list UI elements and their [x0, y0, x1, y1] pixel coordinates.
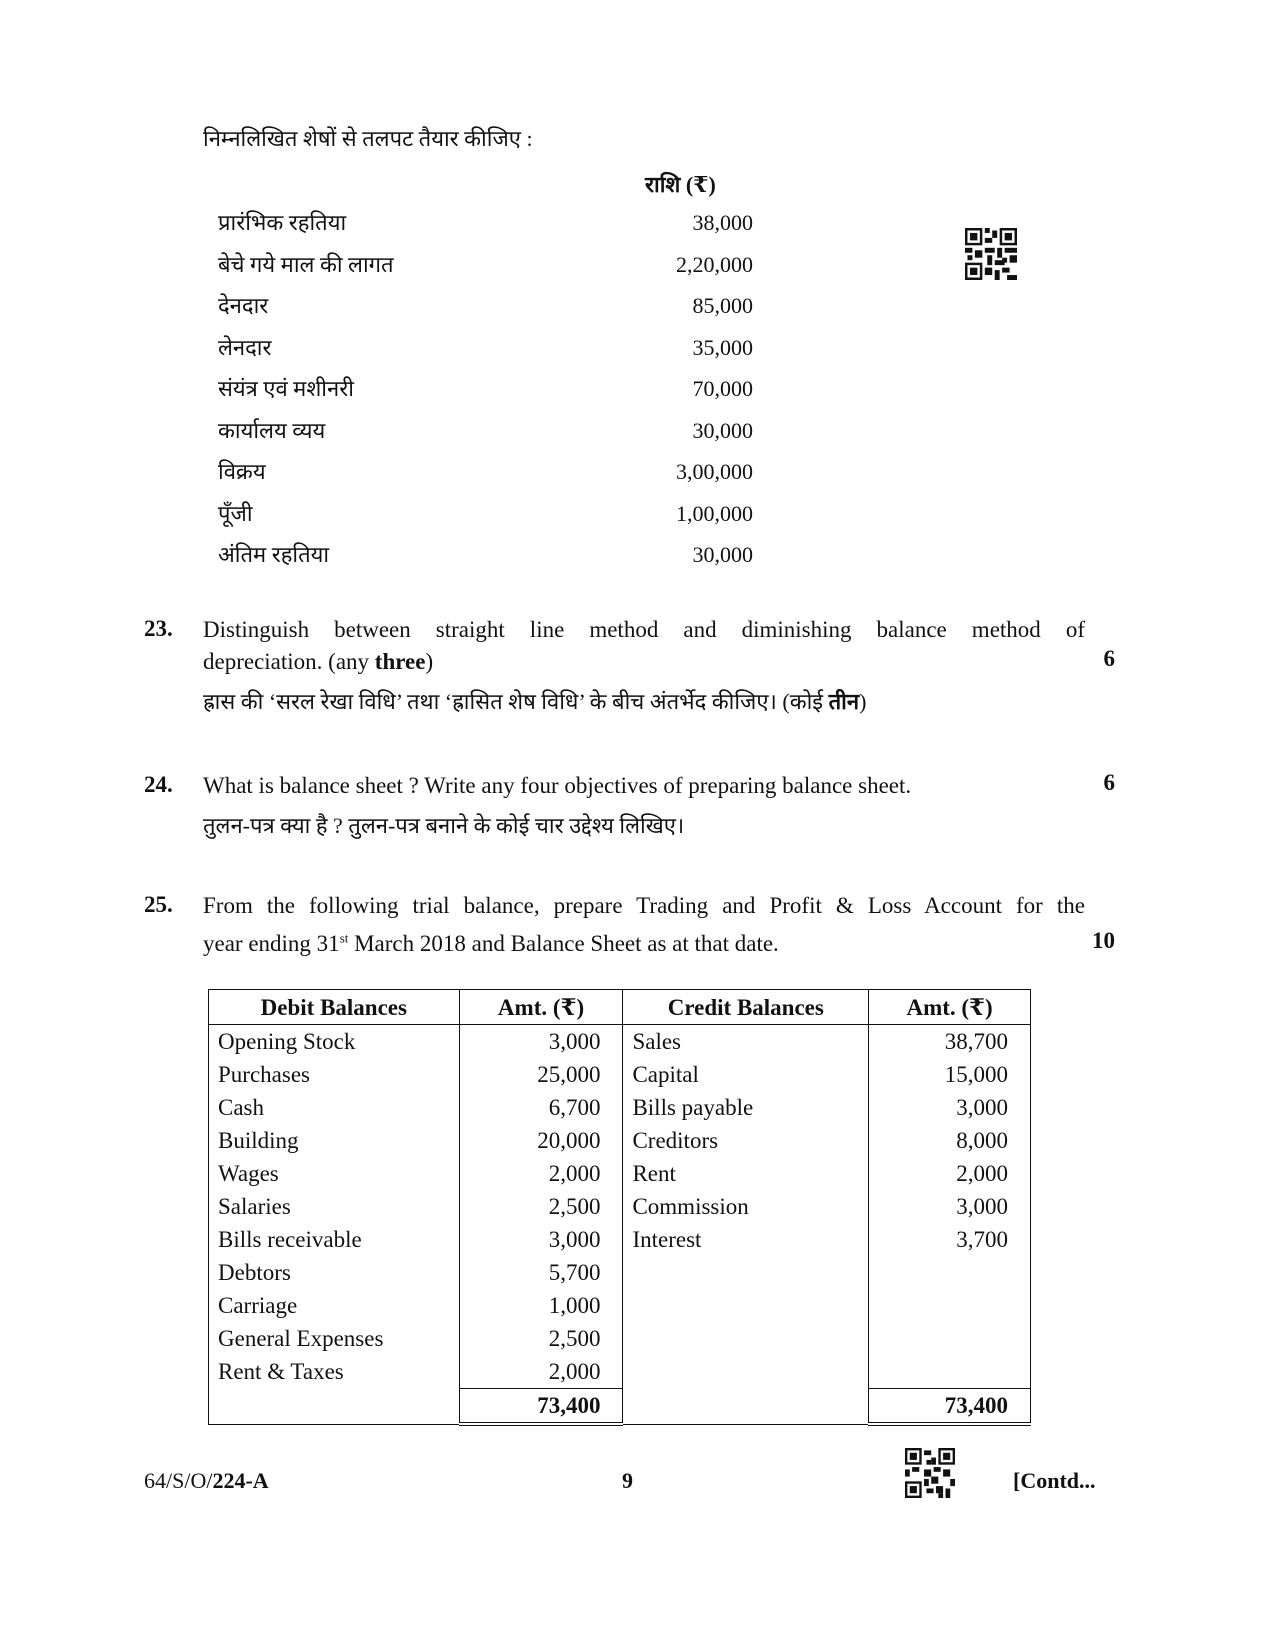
balance-item-label: देनदार [218, 293, 269, 318]
balance-item-label: बेचे गये माल की लागत [218, 251, 394, 277]
balance-item-label: विक्रय [218, 459, 266, 484]
credit-account-cell: Interest [623, 1223, 869, 1256]
balance-item [218, 208, 753, 248]
debit-account-cell: Cash [209, 1091, 460, 1124]
debit-account-cell: Salaries [209, 1190, 460, 1223]
question-number-23: 23. [144, 616, 173, 641]
total-row [209, 1389, 1031, 1425]
question-24-english: What is balance sheet ? Write any four objectives of preparing balance sheet. [203, 773, 912, 798]
credit-amount-cell: 3,000 [869, 1091, 1031, 1124]
debit-amount-cell: 2,500 [459, 1322, 623, 1355]
table-row [209, 1256, 1031, 1289]
credit-account-cell: Bills payable [623, 1091, 869, 1124]
debit-account-cell: Opening Stock [209, 1025, 460, 1059]
credit-amount-cell [869, 1322, 1031, 1355]
balance-item [218, 540, 753, 580]
debit-amount-cell: 1,000 [459, 1289, 623, 1322]
debit-amount-cell: 20,000 [459, 1124, 623, 1157]
question-25-line2: year ending 31st March 2018 and Balance Sheet as at that date. [203, 930, 779, 956]
debit-account-cell: General Expenses [209, 1322, 460, 1355]
table-row [209, 1124, 1031, 1157]
paper-code: 64/S/O/224-A [144, 1468, 269, 1493]
balance-item-label: अंतिम रहतिया [218, 542, 330, 567]
header-credit-balances: Credit Balances [623, 990, 869, 1025]
credit-account-cell: Creditors [623, 1124, 869, 1157]
debit-account-cell: Purchases [209, 1058, 460, 1091]
debit-account-cell: Debtors [209, 1256, 460, 1289]
credit-amount-cell: 2,000 [869, 1157, 1031, 1190]
total-credit-amount: 73,400 [869, 1389, 1031, 1425]
credit-amount-cell [869, 1355, 1031, 1389]
balance-item [218, 374, 753, 414]
qr-code-icon [965, 228, 1017, 280]
debit-account-cell: Bills receivable [209, 1223, 460, 1256]
total-spacer-cell [209, 1389, 460, 1425]
page-number: 9 [622, 1468, 633, 1493]
credit-amount-cell: 38,700 [869, 1025, 1031, 1059]
table-row [209, 1025, 1031, 1059]
question-25-marks: 10 [1092, 928, 1115, 953]
table-row [209, 1157, 1031, 1190]
header-debit-amount: Amt. (₹) [459, 990, 623, 1025]
amount-column-header: राशि (₹) [645, 172, 716, 197]
table-row [209, 1223, 1031, 1256]
credit-account-cell: Rent [623, 1157, 869, 1190]
debit-amount-cell: 3,000 [459, 1025, 623, 1059]
question-intro-hindi: निम्नलिखित शेषों से तलपट तैयार कीजिए : [203, 126, 533, 151]
credit-account-cell: Sales [623, 1025, 869, 1059]
table-header-row [209, 990, 1031, 1025]
question-number-25: 25. [144, 892, 173, 917]
credit-account-cell: Commission [623, 1190, 869, 1223]
credit-amount-cell [869, 1289, 1031, 1322]
debit-amount-cell: 2,000 [459, 1355, 623, 1389]
continued-label: [Contd... [1013, 1468, 1096, 1493]
debit-amount-cell: 2,500 [459, 1190, 623, 1223]
balance-item-amount: 35,000 [692, 334, 753, 360]
credit-amount-cell: 15,000 [869, 1058, 1031, 1091]
table-row [209, 1355, 1031, 1389]
balance-item-label: कार्यालय व्यय [218, 417, 326, 443]
credit-account-cell [623, 1289, 869, 1322]
balance-item [218, 457, 753, 497]
debit-account-cell: Wages [209, 1157, 460, 1190]
balance-item [218, 499, 753, 539]
debit-account-cell: Carriage [209, 1289, 460, 1322]
debit-amount-cell: 2,000 [459, 1157, 623, 1190]
question-23-english-line1: Distinguish between straight line method and diminishing balance method of [203, 617, 1085, 642]
balance-item-amount: 30,000 [692, 417, 753, 443]
question-24-marks: 6 [1103, 770, 1115, 795]
credit-amount-cell [869, 1256, 1031, 1289]
balance-item-label: संयंत्र एवं मशीनरी [218, 376, 354, 401]
question-24-hindi: तुलन-पत्र क्या है ? तुलन-पत्र बनाने के कोई चार उद्देश्य लिखिए। [203, 813, 685, 838]
balance-item-label: पूँजी [218, 500, 253, 526]
credit-amount-cell: 8,000 [869, 1124, 1031, 1157]
debit-amount-cell: 6,700 [459, 1091, 623, 1124]
balance-item [218, 416, 753, 456]
debit-amount-cell: 5,700 [459, 1256, 623, 1289]
total-debit-amount: 73,400 [459, 1389, 623, 1425]
balance-item [218, 333, 753, 373]
balance-item-amount: 38,000 [692, 210, 753, 235]
debit-amount-cell: 3,000 [459, 1223, 623, 1256]
question-23-hindi: ह्रास की ‘सरल रेखा विधि’ तथा ‘ह्रासित शेष विधि’ के बीच अंतर्भेद कीजिए। (कोई तीन) [203, 689, 867, 714]
table-row [209, 1091, 1031, 1124]
balance-item-amount: 85,000 [692, 293, 753, 318]
balance-item-amount: 70,000 [692, 376, 753, 401]
credit-amount-cell: 3,700 [869, 1223, 1031, 1256]
balance-item-amount: 3,00,000 [676, 459, 753, 484]
balance-item-label: लेनदार [218, 334, 272, 360]
credit-account-cell: Capital [623, 1058, 869, 1091]
table-row [209, 1322, 1031, 1355]
header-debit-balances: Debit Balances [209, 990, 460, 1025]
debit-account-cell: Rent & Taxes [209, 1355, 460, 1389]
balance-item-amount: 30,000 [692, 542, 753, 567]
credit-account-cell [623, 1256, 869, 1289]
balance-item-amount: 1,00,000 [676, 500, 753, 526]
question-23-marks: 6 [1103, 646, 1115, 671]
table-row [209, 1058, 1031, 1091]
credit-amount-cell: 3,000 [869, 1190, 1031, 1223]
balance-item [218, 291, 753, 331]
balance-item [218, 250, 753, 290]
header-credit-amount: Amt. (₹) [869, 990, 1031, 1025]
credit-account-cell [623, 1355, 869, 1389]
debit-account-cell: Building [209, 1124, 460, 1157]
total-spacer-cell [623, 1389, 869, 1425]
question-25-line1: From the following trial balance, prepare Trading and Profit & Loss Account for the [203, 893, 1085, 918]
question-23-english-line2: depreciation. (any three) [203, 649, 434, 674]
trial-balance-table [208, 989, 1031, 1426]
debit-amount-cell: 25,000 [459, 1058, 623, 1091]
balance-item-label: प्रारंभिक रहतिया [218, 210, 347, 235]
question-number-24: 24. [144, 772, 173, 797]
table-row [209, 1289, 1031, 1322]
qr-code-icon [905, 1448, 955, 1498]
balance-item-amount: 2,20,000 [676, 251, 753, 277]
credit-account-cell [623, 1322, 869, 1355]
table-row [209, 1190, 1031, 1223]
